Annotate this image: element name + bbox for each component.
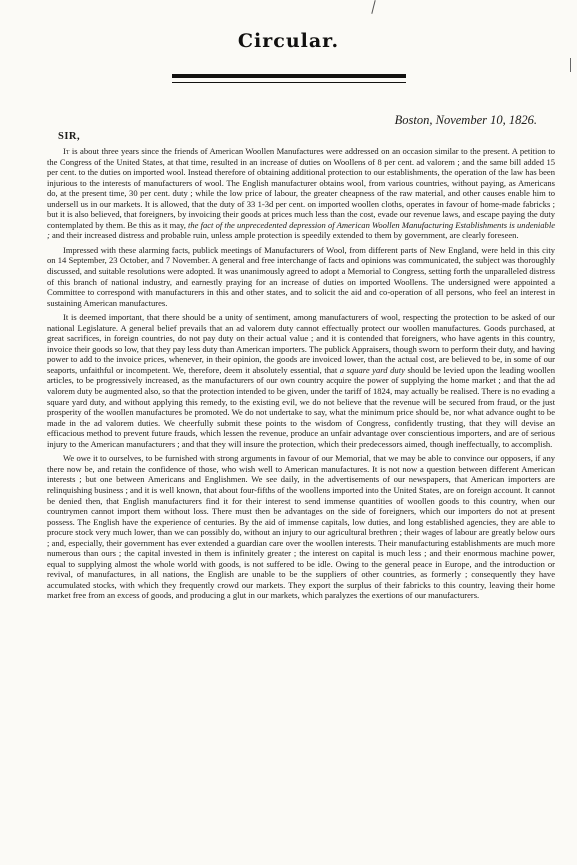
paragraph-1 [47, 146, 555, 241]
paragraph-3-text-b: should be levied upon the leading woollen articles, to be progressively increased, as the manufacturers of our own country acquire the power of supplying the home market ; and that the ad valorem duty be augmented also, so that the protection intended to be given, under the tariff of 1824, may actually be realised. There is no evading a square yard duty, and without applying this remedy, to the existing evil, we do not believe that the revenue will be secured from fraud, or the just prosperity of the woollen manufactures be promoted. We do not undertake to say, what the minimum price should be, nor what advance ought to be made in the ad valorem duties. We cheerfully submit these points to the wisdom of Congress, confidently trusting, that they will devise an efficacious method to prevent future frauds, which lessen the revenue, produce an unfair advantage over conscientious importers, and are of serious injury to the American manufacturers ; and that they will insure the protection, which their predecessors aimed, though ineffectually, to accomplish. [47, 364, 556, 449]
pencil-mark [371, 0, 375, 14]
title-rule-thick [172, 74, 406, 78]
paragraph-1-emphasis: the fact of the unprecedented depression of American Woollen Manufacturing Establishments is undeniable ; [47, 219, 555, 241]
paragraph-1-lead: It [63, 146, 70, 156]
paragraph-1-text-b: and their increased distress and probable ruin, unless ample protection is speedily extended to them by government, are clearly foreseen. [49, 230, 519, 241]
edge-mark [570, 58, 571, 72]
document-title: Circular. [237, 30, 340, 52]
paragraph-3-text-a: It is deemed important, that there should be a unity of sentiment, among manufacturers of wool, respecting the protection to be asked of our national Legislature. A general belief prevails that an ad valorem duty cannot effectually protect our woollen manufactures. Goods purchased, at great sacrifices, in foreign countries, do not pay duty on their actual value ; and it is contended that foreigners, who have agents in this country, invoice their goods so low, that they pay less duty than American importers. The publick Appraisers, though sworn to perform their duty, and having power to add to the invoice prices, whenever, in their opinion, the goods are invoiced lower, than the actual cost, are believed to be, in some of our seaports, unfaithful or incompetent. We, therefore, deem it absolutely essential, that [47, 312, 555, 375]
dateline [395, 113, 537, 128]
paragraph-3-emphasis: a square yard duty [339, 364, 405, 375]
letter-body [47, 146, 555, 605]
dateline-place: Boston, [394, 113, 433, 127]
salutation: SIR, [58, 131, 81, 142]
paragraph-4: We owe it to ourselves, to be furnished with strong arguments in favour of our Memorial, that we may be able to convince our opposers, if any there now be, and retain the confidence of those, who wish well to American manufactures. It is not now a question between different American interests ; but one between Americans and Englishmen. We see daily, in the advertisements of our newspapers, that American importers are relinquishing business ; and it is well known, that about four-fifths of the woollens imported into the United States, are on foreign account. It cannot be denied then, that English manufacturers find it for their interest to send immense quantities of woollen goods to this country, when our countrymen cannot import them without loss. There must then be advantages on the side of foreigners, which our importers do not at present possess. The English have the experience of centuries. By the aid of immense capitals, low duties, and long established agencies, they are able to procure stock very much lower, than we can possibly do, without an injury to our agricultural brethren ; their wages of labour are greatly below ours ; and, especially, their government has ever extended a guardian care over the woollen interests. Their manufacturing establishments are much more numerous than ours ; the capital invested in them is infinitely greater ; the interest on capital is much less ; and their enormous machine power, equal to supplying almost the whole world with goods, is not suffered to be idle. Owing to the general peace in Europe, and the introduction or revival, of manufactures, in all nations, the English are unable to be the suppliers of other countries, as formerly ; consequently they have accumulated stocks, with which they frequently crowd our markets. They export the surplus of their fabricks to this country, leaving their home market free from an excess of goods, and producing a glut in our markets, which paralyzes the exertions of our manufacturers. [47, 453, 555, 601]
title-rule-thin [172, 82, 406, 83]
paragraph-1-text-a: is about three years since the friends of American Woollen Manufactures were addressed on an occasion similar to the present. A petition to the Congress of the United States, at that time, resulted in an increase of duties on Woollens of 8 per cent. ad valorem ; and the same bill added 15 per cent. to the duties on imported wool. Instead therefore of obtaining additional protection to our establishments, the operation of the law has been injurious to the interests of manufacturers of wool. The English manufacturer obtains wool, from various countries, without paying, as Americans do, at the present time, 30 per cent. duty ; while the low price of labour, the greater cheapness of the raw material, and other causes enable him to undersell us in our markets. It is allowed, that the duty of 33 1-3d per cent. on imported woollen cloths, operates in favour of home-made fabricks ; but it is also believed, that foreigners, by invoicing their goods at prices much less than the cost, evade our revenue laws, and escape paying the duty contemplated by them. Be this as it may, [47, 146, 555, 230]
paragraph-3 [47, 312, 555, 449]
paragraph-2: Impressed with these alarming facts, publick meetings of Manufacturers of Wool, from different parts of New England, were held in this city on 14 September, 23 October, and 7 November. A general and free interchange of facts and opinions was communicated, the subject was thoroughly discussed, and suitable resolutions were adopted. It was unanimously agreed to adopt a Memorial to Congress, setting forth the unparalleled distress of this branch of national industry, and earnestly praying for an increase of duties on imported Woollens. The undersigned were appointed a Committee to correspond with manufacturers in this and other states, and to solicit the aid and co-operation of all persons, who feel an interest in sustaining American manufactures. [47, 244, 555, 308]
dateline-date: November 10, 1826. [435, 113, 537, 127]
